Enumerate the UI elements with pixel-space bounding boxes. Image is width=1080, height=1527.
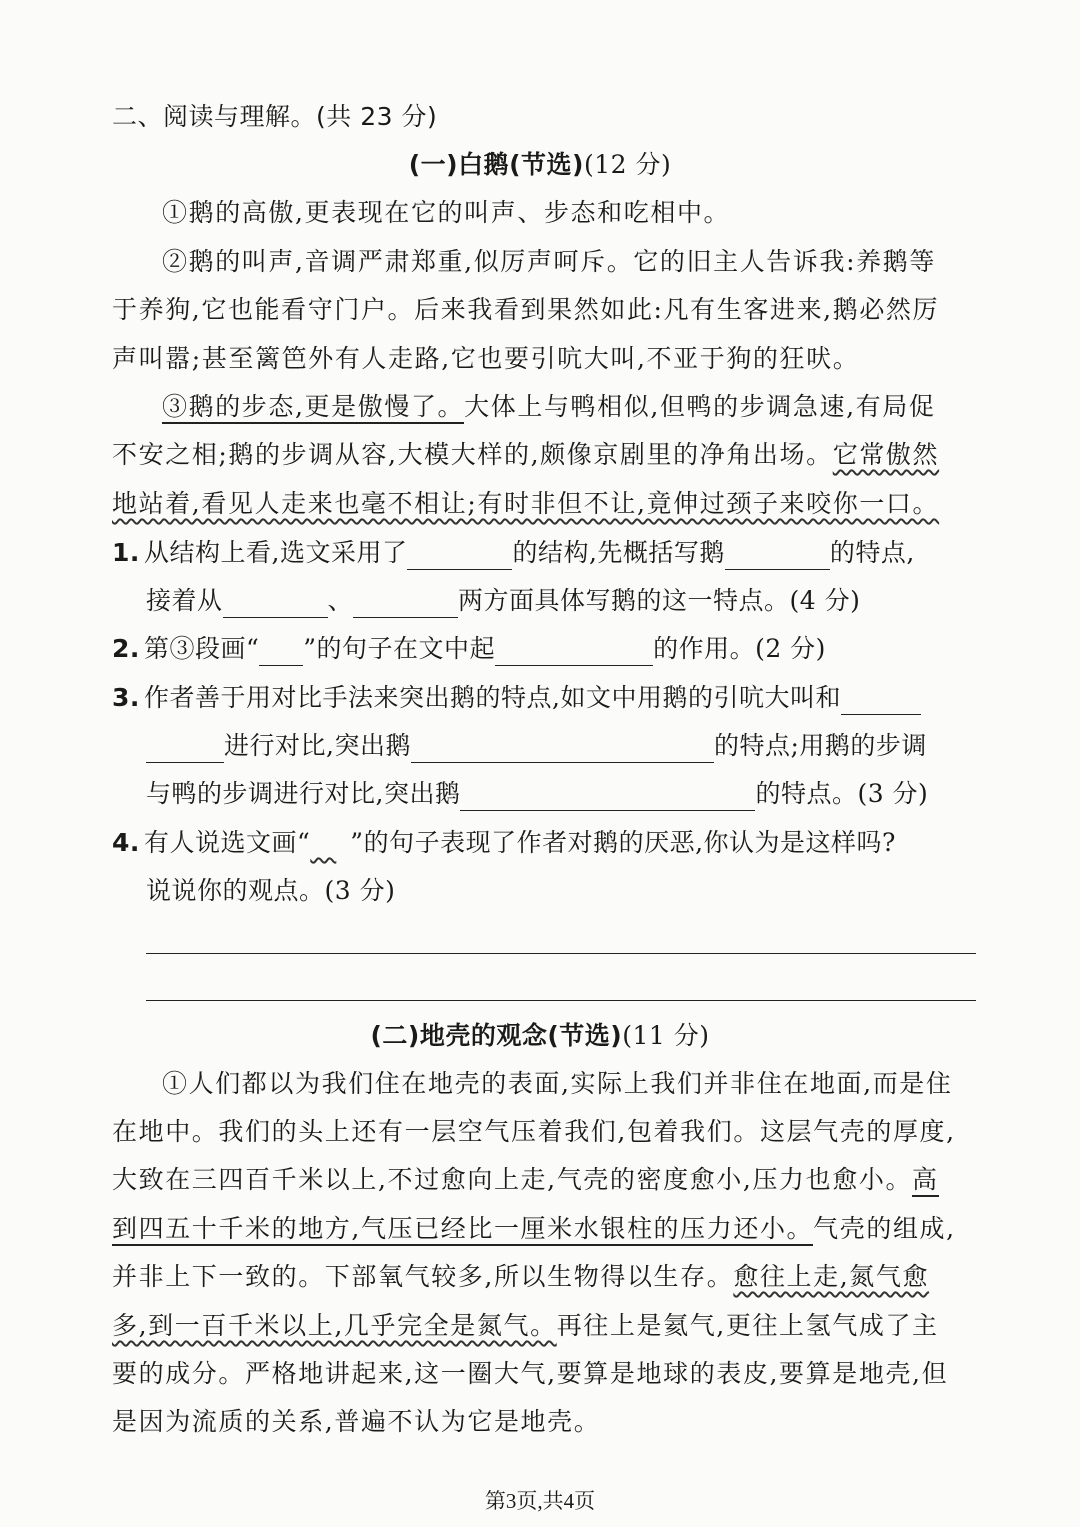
question-3-text: 的特点。(3 分) <box>755 779 929 808</box>
passage2-line-2: 在地中。我们的头上还有一层空气压着我们,包着我们。这层气壳的厚度, <box>112 1117 956 1146</box>
passage1-paragraph-3-line-3 <box>112 487 972 521</box>
straight-underlined-sentence-end: 到四五十千米的地方,气压已经比一厘米水银柱的压力还小。 <box>112 1214 813 1246</box>
question-3-blank-3[interactable] <box>460 784 755 811</box>
question-1-text: 接着从 <box>146 586 223 615</box>
question-1-text: 从结构上看,选文采用了 <box>144 538 408 567</box>
answer-line-1[interactable] <box>146 953 976 954</box>
question-1-blank-structure[interactable] <box>407 543 512 570</box>
question-4-number: 4. <box>112 828 140 857</box>
section-heading: 二、阅读与理解。(共 23 分) <box>112 102 438 131</box>
passage2-line-8: 是因为流质的关系,普遍不认为它是地壳。 <box>112 1407 601 1436</box>
question-1-text: 、 <box>327 586 354 615</box>
passage1-p3-text-1: 大体上与鸭相似,但鸭的步调急速,有局促 <box>464 392 936 421</box>
passage2-line-3 <box>112 1163 972 1197</box>
question-2-blank[interactable] <box>495 639 653 666</box>
question-1-line-1 <box>112 536 972 570</box>
question-1-text: 的结构,先概括写鹅 <box>512 538 725 567</box>
question-4-line-2: 说说你的观点。(3 分) <box>146 876 396 905</box>
question-1-text: 的特点, <box>829 538 915 567</box>
question-4-text: 有人说选文画“ <box>144 828 311 857</box>
wavy-underline-symbol <box>310 826 350 860</box>
question-4-line-1 <box>112 826 972 860</box>
passage1-paragraph-2-line-3: 声叫嚣;甚至篱笆外有人走路,它也要引吭大叫,不亚于狗的狂吠。 <box>112 344 860 373</box>
page-number: 第3页,共4页 <box>484 1489 596 1513</box>
question-1-blank-aspect-1[interactable] <box>223 591 328 618</box>
question-3-line-1 <box>112 681 972 715</box>
passage2-line-4 <box>112 1212 972 1246</box>
question-1-line-2 <box>146 584 1006 618</box>
passage1-title-row <box>0 148 1080 182</box>
wavy-underlined-sentence-end: 多,到一百千米以上,几乎完全是氮气。 <box>112 1311 557 1340</box>
passage1-p2-text-1: ②鹅的叫声,音调严肃郑重,似厉声呵斥。它的旧主人告诉我:养鹅等 <box>162 247 936 276</box>
answer-line-2[interactable] <box>146 1000 976 1001</box>
question-3-text: 进行对比,突出鹅 <box>224 731 411 760</box>
passage2-score: (11 分) <box>622 1021 710 1050</box>
passage2-title: (二)地壳的观念(节选) <box>370 1021 623 1050</box>
passage1-paragraph-3-line-1 <box>112 390 972 424</box>
passage1-p1-text: ①鹅的高傲,更表现在它的叫声、步态和吃相中。 <box>162 198 731 227</box>
passage2-line-7: 要的成分。严格地讲起来,这一圈大气,要算是地球的表皮,要算是地壳,但 <box>112 1359 949 1388</box>
question-3-text: 的特点;用鹅的步调 <box>713 731 927 760</box>
question-1-blank-aspect-2[interactable] <box>353 591 458 618</box>
straight-underlined-sentence-start: 高 <box>912 1165 939 1197</box>
passage2-title-row <box>0 1019 1080 1053</box>
passage2-line-1 <box>112 1067 972 1101</box>
passage2-line-5 <box>112 1260 972 1294</box>
question-3-text: 作者善于用对比手法来突出鹅的特点,如文中用鹅的引吭大叫和 <box>144 683 841 712</box>
passage2-text-6: 再往上是氦气,更往上氢气成了主 <box>556 1311 939 1340</box>
passage2-text-1: ①人们都以为我们住在地壳的表面,实际上我们并非住在地面,而是住 <box>162 1069 953 1098</box>
question-1-blank-feature[interactable] <box>725 543 830 570</box>
wavy-underlined-sentence-start: 它常傲然 <box>832 440 940 469</box>
question-2-line <box>112 632 972 666</box>
question-1-text: 两方面具体写鹅的这一特点。(4 分) <box>458 586 861 615</box>
straight-underlined-sentence: ③鹅的步态,更是傲慢了。 <box>162 392 464 424</box>
question-2-text: 第③段画“ <box>144 634 260 663</box>
passage1-paragraph-3-line-2 <box>112 438 972 472</box>
question-3-text: 与鸭的步调进行对比,突出鹅 <box>146 779 461 808</box>
question-3-line-3 <box>146 777 1006 811</box>
question-1-number: 1. <box>112 538 140 567</box>
passage2-text-3: 大致在三四百千米以上,不过愈向上走,气壳的密度愈小,压力也愈小。 <box>112 1165 913 1194</box>
passage1-paragraph-1 <box>112 196 972 230</box>
passage1-paragraph-2-line-1 <box>112 245 972 279</box>
question-2-number: 2. <box>112 634 140 663</box>
passage1-p3-text-2: 不安之相;鹅的步调从容,大模大样的,颇像京剧里的净角出场。 <box>112 440 833 469</box>
question-2-text: 的作用。(2 分) <box>653 634 826 663</box>
question-3-blank-2[interactable] <box>411 736 714 763</box>
question-3-number: 3. <box>112 683 140 712</box>
question-4-text: ”的句子表现了作者对鹅的厌恶,你认为是这样吗? <box>350 828 896 857</box>
question-3-line-2 <box>146 729 1006 763</box>
passage1-title: (一)白鹅(节选) <box>408 150 584 179</box>
passage1-score: (12 分) <box>583 150 672 179</box>
question-2-text: ”的句子在文中起 <box>303 634 496 663</box>
wavy-underlined-sentence-end: 地站着,看见人走来也毫不相让;有时非但不让,竟伸过颈子来咬你一口。 <box>112 489 940 518</box>
question-3-blank-1b[interactable] <box>146 736 224 763</box>
straight-underline-symbol <box>259 639 303 666</box>
passage2-text-5: 并非上下一致的。下部氧气较多,所以生物得以生存。 <box>112 1262 734 1291</box>
passage2-line-6 <box>112 1309 972 1343</box>
question-3-blank-1a[interactable] <box>841 688 921 715</box>
wavy-underlined-sentence-start: 愈往上走,氮气愈 <box>733 1262 930 1291</box>
passage2-text-4: 气壳的组成, <box>813 1214 956 1243</box>
passage1-paragraph-2-line-2: 于养狗,它也能看守门户。后来我看到果然如此:凡有生客进来,鹅必然厉 <box>112 295 940 324</box>
